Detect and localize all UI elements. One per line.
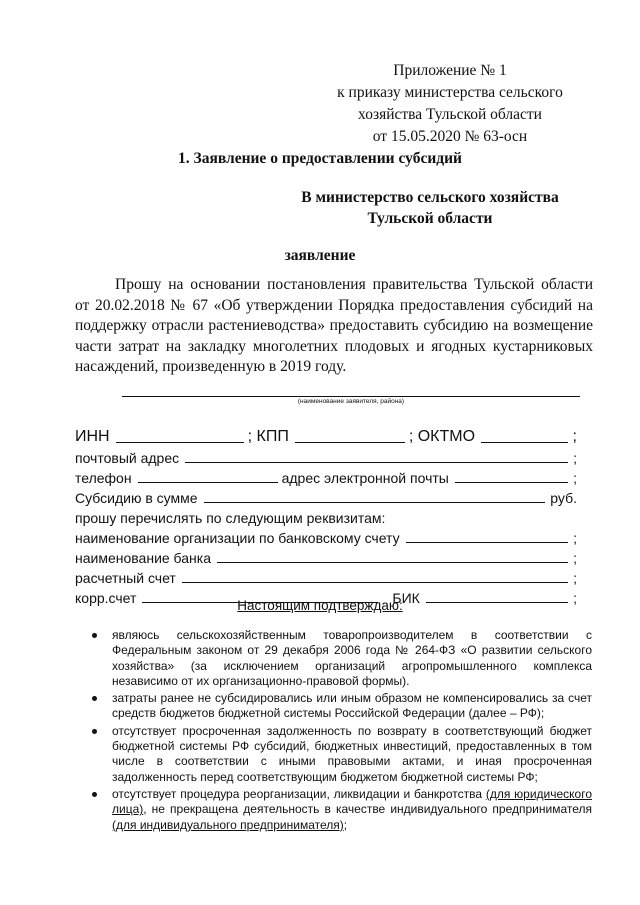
bullet-icon [92, 633, 97, 638]
row-postal-address [75, 446, 577, 466]
row-subsidy-sum [75, 486, 577, 506]
email-label: адрес электронной почты [281, 470, 449, 486]
org-name-field[interactable] [406, 528, 568, 543]
row-end-semicolon: ; [573, 570, 577, 586]
oktmo-label: ; ОКТМО [408, 428, 476, 445]
list-item: затраты ранее не субсидировались или иным образом не компенсировались за счет средств бюджетов бюджетной системы Российской Федерации (далее – РФ); [92, 691, 592, 722]
inn-field[interactable] [116, 428, 244, 443]
list-item: являюсь сельскохозяйственным товаропроизводителем в соответствии с Федеральным законом от 29 декабря 2006 года № 264-ФЗ «О развитии сельского хозяйства» (за исключением организаций агропромышленного комплекса независимо от их организационно-правовой формы). [92, 628, 592, 689]
applicant-caption: (наименование заявителя, района) [297, 398, 405, 405]
inn-label: ИНН [75, 428, 110, 445]
appendix-date-line: от 15.05.2020 № 63-осн [372, 128, 528, 145]
postal-address-label: почтовый адрес [75, 450, 180, 466]
intro-paragraph: Прошу на основании постановления правительства Тульской области от 20.02.2018 № 67 «Об утверждении Порядка предоставления субсидий на поддержку отрасли растениеводства» предоставить субсидию на возмещение части затрат на закладку многолетних плодовых и ягодных кустарниковых насаждений, произведенную в 2019 году. [75, 276, 593, 375]
row-org-name [75, 526, 577, 546]
bank-name-field[interactable] [217, 548, 568, 563]
row-end-semicolon: ; [573, 550, 577, 566]
row-end-semicolon: ; [573, 590, 577, 606]
appendix-ministry-line: хозяйства Тульской области [358, 106, 542, 123]
currency-label: руб. [550, 490, 577, 506]
kpp-field[interactable] [295, 428, 405, 443]
account-label: расчетный счет [75, 570, 176, 586]
addressee-line-2: Тульской области [367, 210, 493, 227]
confirm-heading: Настоящим подтверждаю: [237, 598, 403, 613]
section-title: 1. Заявление о предоставлении субсидий [178, 150, 462, 167]
addressee-block [280, 187, 580, 229]
appendix-block [330, 60, 570, 148]
row-account [75, 566, 577, 586]
bik-label: БИК [392, 590, 420, 606]
row-bank-name [75, 546, 577, 566]
corr-account-label: корр.счет [75, 590, 137, 606]
row-end-semicolon: ; [573, 470, 577, 486]
appendix-number: Приложение № 1 [393, 62, 507, 79]
oktmo-field[interactable] [481, 428, 568, 443]
list-item: отсутствует процедура реорганизации, ликвидации и банкротства (для юридического лица), не прекращена деятельность в качестве индивидуального предпринимателя (для индивидуального предпринимателя); [92, 787, 592, 833]
appendix-order-line: к приказу министерства сельского [337, 84, 563, 101]
row-end-semicolon: ; [572, 428, 577, 445]
row-phone-email [75, 466, 577, 486]
addressee-line-1: В министерство сельского хозяйства [301, 189, 559, 206]
subsidy-sum-field[interactable] [204, 488, 546, 503]
org-name-label: наименование организации по банковскому счету [75, 530, 400, 546]
row-end-semicolon: ; [573, 450, 577, 466]
account-field[interactable] [182, 568, 568, 583]
row-end-semicolon: ; [573, 530, 577, 546]
transfer-details-label: прошу перечислять по следующим реквизитам: [75, 510, 386, 526]
email-field[interactable] [455, 468, 568, 483]
bullet-icon [92, 696, 97, 701]
applicant-name-line[interactable] [122, 396, 580, 397]
bullet-icon [92, 792, 97, 797]
list-item: отсутствует просроченная задолженность по возврату в соответствующий бюджет бюджетной системы РФ субсидий, бюджетных инвестиций, предоставленных в том числе в соответствии с иными правовыми актами, и иная просроченная задолженность перед соответствующим бюджетом бюджетной системы РФ; [92, 724, 592, 785]
phone-label: телефон [75, 470, 132, 486]
document-type-heading: заявление [284, 247, 356, 264]
postal-address-field[interactable] [185, 448, 568, 463]
bullet-icon [92, 729, 97, 734]
kpp-label: ; КПП [247, 428, 289, 445]
phone-field[interactable] [138, 468, 278, 483]
requisites-form [75, 424, 577, 606]
confirmation-list [92, 628, 592, 835]
row-transfer-details [75, 506, 577, 526]
subsidy-sum-label: Субсидию в сумме [75, 490, 198, 506]
bank-name-label: наименование банка [75, 550, 211, 566]
row-inn-kpp-oktmo [75, 424, 577, 446]
